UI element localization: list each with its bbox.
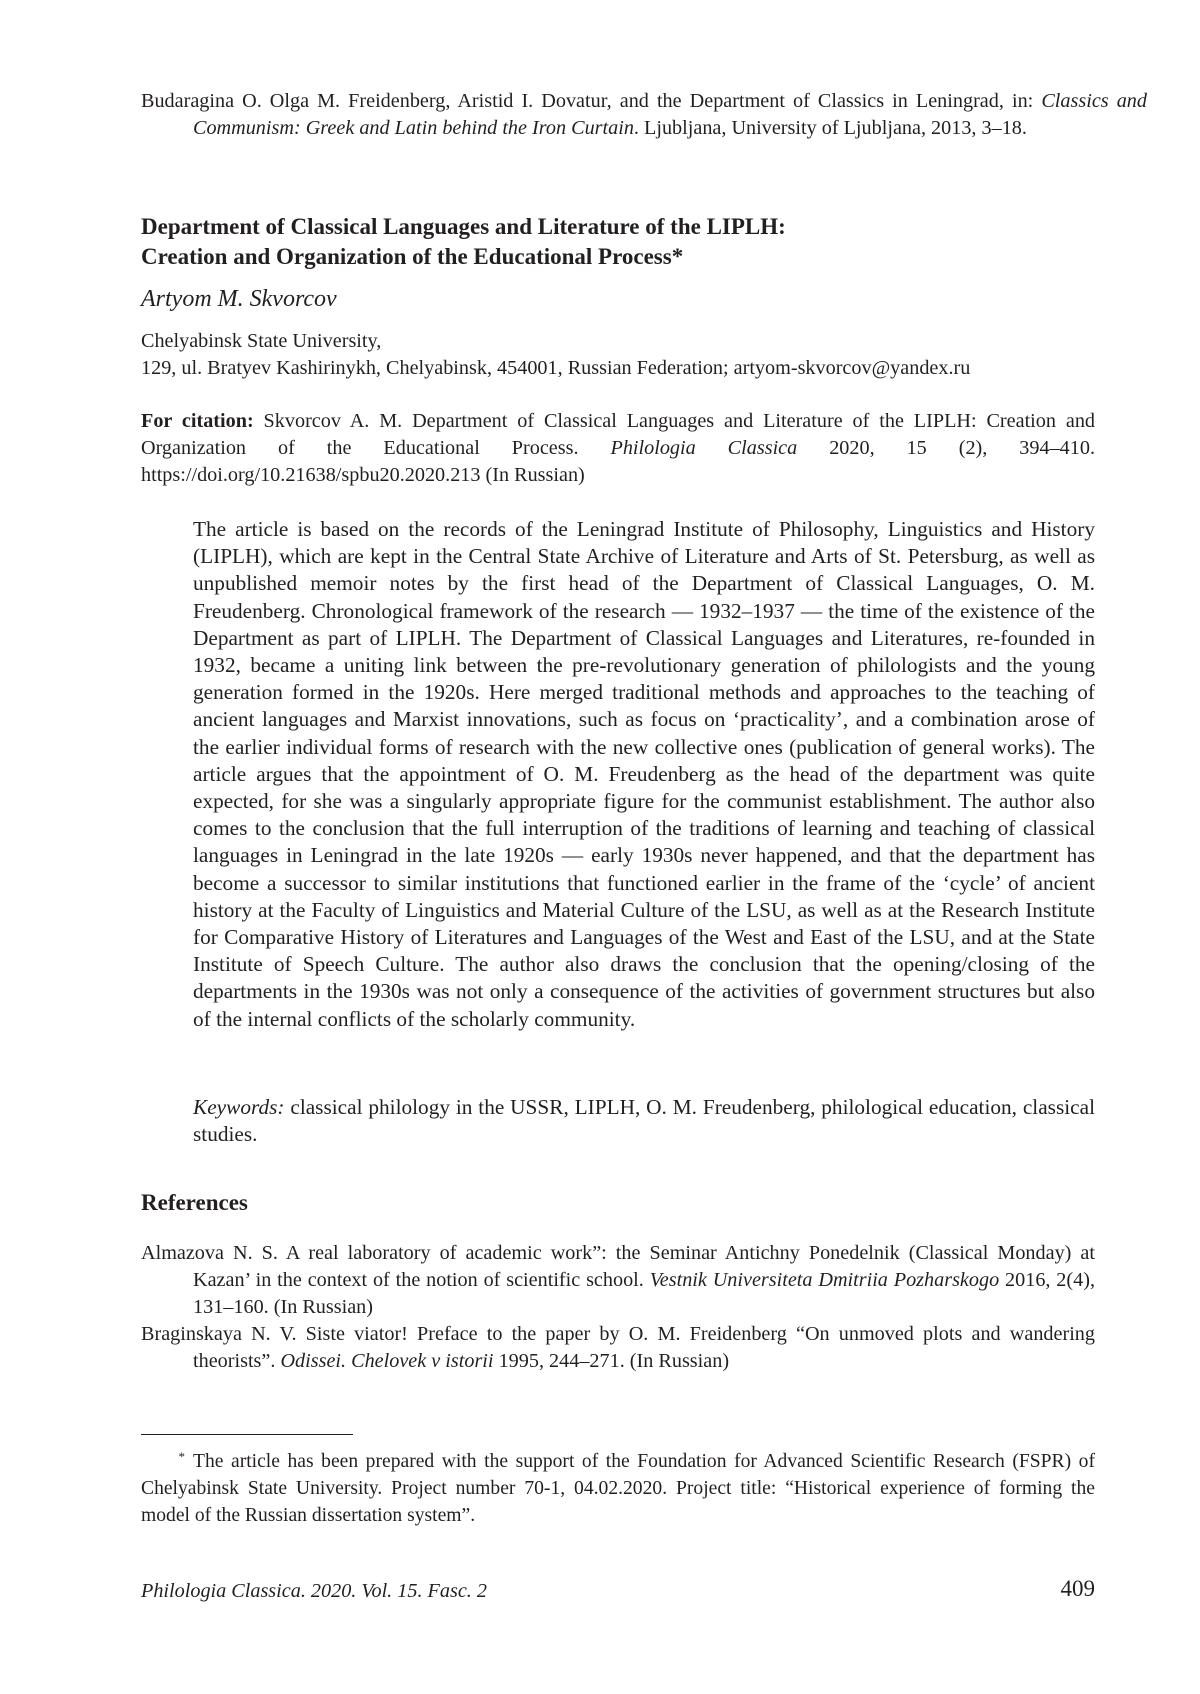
affiliation-line-1: Chelyabinsk State University, [141,330,382,352]
article-title-line-1: Department of Classical Languages and Literature of the LIPLH: [141,214,786,239]
article-title [141,212,1095,272]
keywords-text: classical philology in the USSR, LIPLH, O. M. Freudenberg, philological education, classical studies. [193,1095,1095,1147]
top-reference-source: Classics and Communism: Greek and Latin behind the Iron Curtain [193,90,1147,139]
top-reference [141,88,1147,142]
references-heading: References [141,1190,248,1215]
citation-label: For citation: [141,410,254,432]
reference-tail: 1995, 244–271. (In Russian) [493,1350,730,1372]
page-number: 409 [1060,1576,1095,1601]
keywords [193,1094,1095,1148]
reference-item [141,1321,1095,1375]
article-title-line-2: Creation and Organization of the Educational Process* [141,244,684,269]
reference-tail: 2016, 2(4), 131–160. (In Russian) [193,1269,1095,1318]
reference-source: Vestnik Universiteta Dmitriia Pozharskogo [649,1269,1000,1291]
reference-item [141,1240,1095,1321]
reference-source: Odissei. Chelovek v istorii [280,1350,494,1372]
affiliation-line-2: 129, ul. Bratyev Kashirinykh, Chelyabinsk, 454001, Russian Federation; artyom-skvorcov@yandex.ru [141,357,971,379]
abstract: The article is based on the records of the Leningrad Institute of Philosophy, Linguistics and History (LIPLH), which are kept in the Central State Archive of Literature and Arts of St. Petersburg, as well as unpublished memoir notes by the first head of the Department of Classical Languages, O. M. Freudenberg. Chronological framework of the research — 1932–1937 — the time of the existence of the Department as part of LIPLH. The Department of Classical Languages and Literatures, re-founded in 1932, became a uniting link between the pre-revolutionary generation of philologists and the young generation formed in the 1920s. Here merged traditional methods and approaches to the teaching of ancient languages and Marxist innovations, such as focus on ‘practicality’, and a combination arose of the earlier individual forms of research with the new collective ones (publication of general works). The article argues that the appointment of O. M. Freudenberg as the head of the department was quite expected, for she was a singularly appropriate figure for the communist establishment. The author also comes to the conclusion that the full interruption of the traditions of learning and teaching of classical languages in Leningrad in the late 1920s — early 1930s never happened, and that the department has become a successor to similar institutions that functioned earlier in the frame of the ‘cycle’ of ancient history at the Faculty of Linguistics and Material Culture of the LSU, as well as at the Research Institute for Comparative History of Literatures and Languages of the West and East of the LSU, and at the State Institute of Speech Culture. The author also draws the conclusion that the opening/closing of the departments in the 1930s was not only a consequence of the activities of government structures but also of the internal conflicts of the scholarly community. [193,517,1095,1031]
citation [141,408,1095,489]
references-list [141,1240,1095,1375]
running-footer: Philologia Classica. 2020. Vol. 15. Fasc. 2 [141,1580,487,1602]
reference-text: Braginskaya N. V. Siste viator! Preface to the paper by O. M. Freidenberg “On unmoved plots and wandering theorists”. [141,1323,1095,1372]
footnote-divider [141,1434,353,1435]
footnote [141,1448,1095,1529]
author-affiliation [141,328,1095,382]
top-reference-authors: Budaragina O. Olga M. Freidenberg, Aristid I. Dovatur, and the Department of Classics in Leningrad, in: [141,90,1042,112]
citation-text-after: 2020, 15 (2), 394–410. https://doi.org/10.21638/spbu20.2020.213 (In Russian) [141,437,1096,486]
footnote-mark: * [178,1449,185,1464]
citation-journal: Philologia Classica [610,437,798,459]
keywords-label: Keywords: [193,1095,285,1119]
reference-text: Almazova N. S. A real laboratory of academic work”: the Seminar Antichny Ponedelnik (Classical Monday) at Kazan’ in the context of the notion of scientific school. [141,1242,1095,1291]
footnote-text: The article has been prepared with the support of the Foundation for Advanced Scientific Research (FSPR) of Chelyabinsk State University. Project number 70-1, 04.02.2020. Project title: “Historical experience of forming the model of the Russian dissertation system”. [141,1451,1095,1526]
top-reference-tail: . Ljubljana, University of Ljubljana, 2013, 3–18. [633,117,1027,139]
citation-text-before: Skvorcov A. M. Department of Classical Languages and Literature of the LIPLH: Creation and Organization of the Educational Process. [141,410,1096,459]
article-author: Artyom M. Skvorcov [141,286,337,312]
